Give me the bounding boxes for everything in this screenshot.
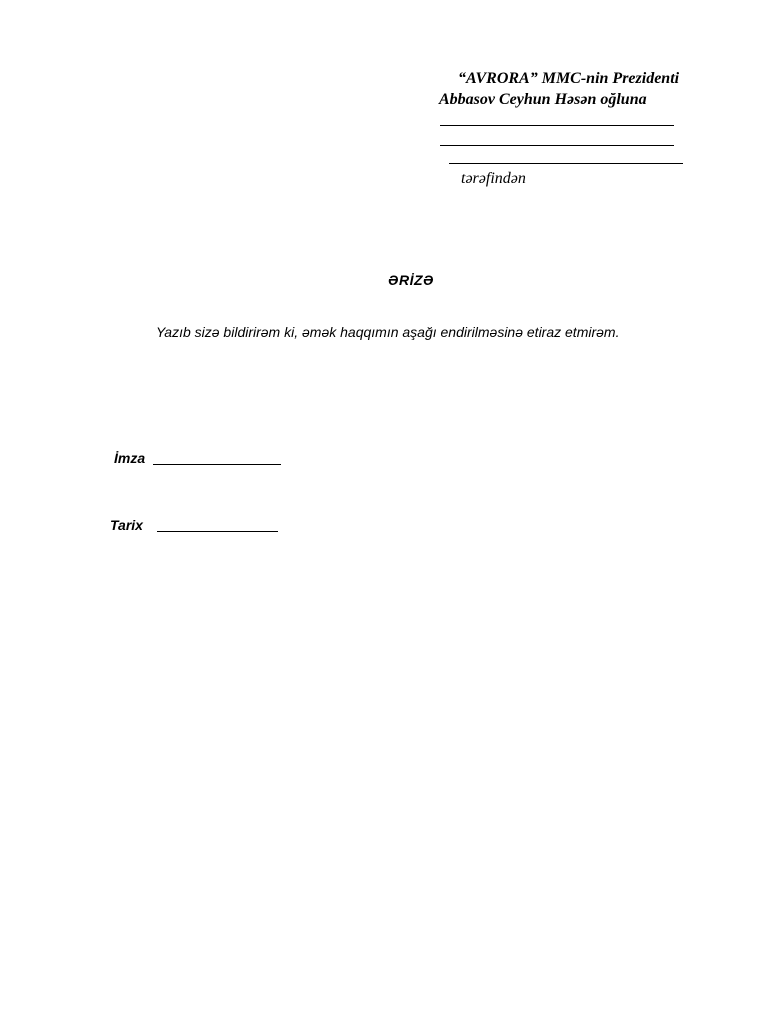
date-label: Tarix [110,517,143,533]
document-body: Yazıb sizə bildirirəm ki, əmək haqqımın aşağı endirilməsinə etiraz etmirəm. [156,324,620,340]
blank-line-2 [440,145,674,146]
from-label: tərəfindən [461,170,526,187]
addressee-name-line: Abbasov Ceyhun Həsən oğluna [439,91,647,108]
date-line[interactable] [157,531,278,532]
signature-label: İmza [114,450,146,466]
signature-line[interactable] [153,464,281,465]
addressee-company-line: “AVRORA” MMC-nin Prezidenti [458,70,680,87]
document-title: ƏRİZƏ [388,272,434,288]
blank-line-1 [440,125,674,126]
blank-line-3 [449,163,683,164]
